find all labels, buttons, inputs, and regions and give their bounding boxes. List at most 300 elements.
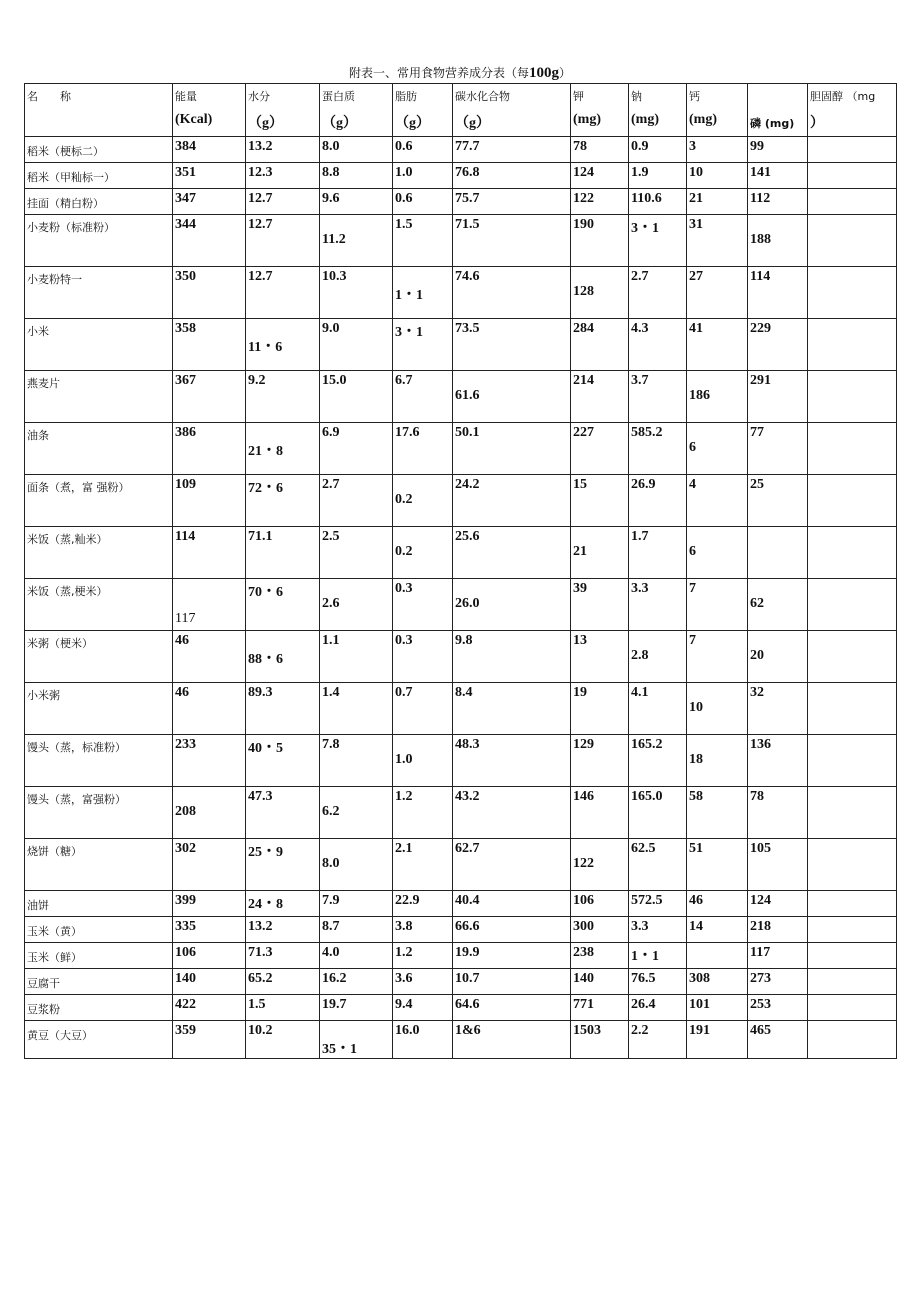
- value-cell: [246, 969, 320, 995]
- food-name: 面条（煮，富 强粉）: [27, 481, 130, 494]
- nutrient-value: 386: [175, 425, 196, 440]
- value-cell: [687, 189, 748, 215]
- column-header-8: [687, 84, 748, 137]
- nutrient-value: 110.6: [631, 191, 662, 206]
- nutrient-value: [810, 943, 894, 945]
- value-cell: [748, 969, 808, 995]
- value-cell: [246, 215, 320, 267]
- column-header-label: 脂肪: [395, 90, 417, 103]
- nutrient-value: 122: [573, 856, 594, 871]
- nutrient-value: 70・6: [248, 585, 283, 600]
- value-cell: [393, 319, 453, 371]
- table-row: [25, 631, 897, 683]
- value-cell: [320, 579, 393, 631]
- value-cell: [571, 995, 629, 1021]
- column-header-unit: （g）: [322, 116, 357, 131]
- value-cell: [571, 631, 629, 683]
- value-cell: [748, 735, 808, 787]
- value-cell: [246, 371, 320, 423]
- nutrient-value: 78: [750, 789, 764, 804]
- title-prefix: 附表一、常用食物营养成分表（每: [348, 66, 529, 80]
- nutrient-value: 186: [689, 388, 710, 403]
- value-cell: [246, 787, 320, 839]
- nutrient-value: 32: [750, 685, 764, 700]
- nutrient-value: 422: [175, 997, 196, 1012]
- column-header-unit: ）: [810, 116, 824, 131]
- nutrient-value: [810, 787, 894, 789]
- nutrient-value: [810, 969, 894, 971]
- value-cell: [571, 163, 629, 189]
- nutrient-value: 2.1: [395, 841, 413, 856]
- column-header-label: 胆固醇 （mg: [810, 90, 876, 103]
- nutrient-value: 10.3: [322, 269, 347, 284]
- value-cell: [173, 735, 246, 787]
- nutrient-value: 16.2: [322, 971, 347, 986]
- nutrient-value: 12.3: [248, 165, 273, 180]
- nutrient-value: 8.4: [455, 685, 473, 700]
- value-cell: [629, 371, 687, 423]
- value-cell: [687, 423, 748, 475]
- nutrient-value: 233: [175, 737, 196, 752]
- value-cell: [393, 787, 453, 839]
- nutrient-value: 3・1: [631, 221, 659, 236]
- nutrient-value: 0.7: [395, 685, 413, 700]
- nutrient-value: 1.4: [322, 685, 340, 700]
- table-row: [25, 891, 897, 917]
- nutrient-value: 64.6: [455, 997, 480, 1012]
- nutrient-value: 50.1: [455, 425, 480, 440]
- title-suffix: ）: [559, 66, 572, 80]
- nutrient-value: 2.6: [322, 596, 340, 611]
- nutrient-value: 350: [175, 269, 196, 284]
- nutrient-value: 2.5: [322, 529, 340, 544]
- value-cell: [571, 215, 629, 267]
- value-cell: [173, 995, 246, 1021]
- value-cell: [687, 527, 748, 579]
- food-name-cell: [25, 891, 173, 917]
- nutrient-value: [810, 215, 894, 217]
- value-cell: [246, 137, 320, 163]
- nutrient-value: 117: [175, 611, 196, 626]
- table-row: [25, 137, 897, 163]
- nutrient-value: 229: [750, 321, 771, 336]
- nutrient-value: 31: [689, 217, 703, 232]
- nutrient-value: 9.0: [322, 321, 340, 336]
- nutrient-value: 62.7: [455, 841, 480, 856]
- nutrient-value: 359: [175, 1023, 196, 1038]
- value-cell: [453, 1021, 571, 1059]
- nutrient-value: 24・8: [248, 897, 283, 912]
- value-cell: [748, 137, 808, 163]
- nutrient-value: 8.8: [322, 165, 340, 180]
- nutrient-value: 6.2: [322, 804, 340, 819]
- value-cell: [629, 943, 687, 969]
- nutrient-value: 3: [689, 139, 696, 154]
- nutrient-value: 273: [750, 971, 771, 986]
- food-name: 烧饼（糖）: [27, 845, 82, 858]
- value-cell: [571, 475, 629, 527]
- value-cell: [393, 1021, 453, 1059]
- food-name-cell: [25, 683, 173, 735]
- nutrient-value: 21: [689, 191, 703, 206]
- nutrient-value: 71.5: [455, 217, 480, 232]
- value-cell: [453, 319, 571, 371]
- nutrient-value: 78: [573, 139, 587, 154]
- food-name: 燕麦片: [27, 377, 60, 390]
- value-cell: [453, 631, 571, 683]
- value-cell: [571, 371, 629, 423]
- value-cell: [173, 189, 246, 215]
- value-cell: [748, 943, 808, 969]
- value-cell: [393, 475, 453, 527]
- nutrient-value: 253: [750, 997, 771, 1012]
- value-cell: [748, 319, 808, 371]
- table-row: [25, 943, 897, 969]
- nutrient-value: [810, 579, 894, 581]
- nutrient-value: 12.7: [248, 217, 273, 232]
- column-header-unit: (mg): [631, 112, 659, 127]
- nutrient-value: 124: [750, 893, 771, 908]
- nutrient-value: 27: [689, 269, 703, 284]
- nutrient-value: 1.1: [322, 633, 340, 648]
- nutrient-value: 1・1: [395, 288, 423, 303]
- food-name: 稻米（甲籼标一）: [27, 171, 115, 184]
- value-cell: [320, 787, 393, 839]
- value-cell: [629, 163, 687, 189]
- nutrient-value: 8.0: [322, 856, 340, 871]
- value-cell: [808, 917, 897, 943]
- nutrient-value: 1.0: [395, 752, 413, 767]
- nutrient-value: 51: [689, 841, 703, 856]
- column-header-unit: (Kcal): [175, 112, 213, 127]
- food-name-cell: [25, 1021, 173, 1059]
- nutrient-value: 11.2: [322, 232, 346, 247]
- value-cell: [173, 917, 246, 943]
- value-cell: [629, 1021, 687, 1059]
- value-cell: [808, 1021, 897, 1059]
- food-name: 小米: [27, 325, 49, 338]
- value-cell: [173, 787, 246, 839]
- value-cell: [393, 579, 453, 631]
- nutrient-value: 24.2: [455, 477, 480, 492]
- value-cell: [571, 683, 629, 735]
- value-cell: [808, 943, 897, 969]
- nutrient-value: 1.7: [631, 529, 649, 544]
- nutrient-value: 384: [175, 139, 196, 154]
- nutrient-value: 46: [175, 633, 189, 648]
- value-cell: [629, 683, 687, 735]
- column-header-10: [808, 84, 897, 137]
- value-cell: [687, 371, 748, 423]
- value-cell: [808, 631, 897, 683]
- nutrient-value: 101: [689, 997, 710, 1012]
- column-header-label: [750, 88, 805, 101]
- value-cell: [687, 969, 748, 995]
- value-cell: [748, 1021, 808, 1059]
- value-cell: [629, 137, 687, 163]
- nutrient-value: 0.6: [395, 191, 413, 206]
- nutrient-value: 0.2: [395, 492, 413, 507]
- value-cell: [246, 917, 320, 943]
- table-row: [25, 423, 897, 475]
- value-cell: [393, 423, 453, 475]
- value-cell: [629, 839, 687, 891]
- table-row: [25, 787, 897, 839]
- nutrient-value: 218: [750, 919, 771, 934]
- value-cell: [393, 527, 453, 579]
- value-cell: [748, 995, 808, 1021]
- value-cell: [748, 579, 808, 631]
- food-name-cell: [25, 839, 173, 891]
- table-row: [25, 579, 897, 631]
- value-cell: [246, 423, 320, 475]
- nutrient-value: 128: [573, 284, 594, 299]
- value-cell: [320, 319, 393, 371]
- nutrient-value: 190: [573, 217, 594, 232]
- column-header-2: [246, 84, 320, 137]
- nutrient-value: 300: [573, 919, 594, 934]
- nutrient-value: 40.4: [455, 893, 480, 908]
- value-cell: [687, 839, 748, 891]
- value-cell: [173, 137, 246, 163]
- nutrient-value: [810, 319, 894, 321]
- nutrient-value: 284: [573, 321, 594, 336]
- value-cell: [246, 579, 320, 631]
- value-cell: [246, 631, 320, 683]
- food-name-cell: [25, 475, 173, 527]
- nutrient-value: 140: [175, 971, 196, 986]
- table-title: [0, 64, 920, 82]
- nutrient-value: 9.6: [322, 191, 340, 206]
- value-cell: [320, 839, 393, 891]
- column-header-9: [748, 84, 808, 137]
- value-cell: [687, 631, 748, 683]
- nutrient-value: 21: [573, 544, 587, 559]
- value-cell: [173, 475, 246, 527]
- value-cell: [246, 1021, 320, 1059]
- nutrient-value: 76.8: [455, 165, 480, 180]
- nutrient-value: 14: [689, 919, 703, 934]
- nutrient-value: 75.7: [455, 191, 480, 206]
- nutrient-value: 399: [175, 893, 196, 908]
- nutrient-value: 105: [750, 841, 771, 856]
- nutrient-value: 22.9: [395, 893, 420, 908]
- nutrient-value: 1.0: [395, 165, 413, 180]
- nutrient-value: 208: [175, 804, 196, 819]
- nutrient-value: 15.0: [322, 373, 347, 388]
- nutrient-value: [810, 735, 894, 737]
- nutrient-value: 2.7: [322, 477, 340, 492]
- food-name-cell: [25, 163, 173, 189]
- value-cell: [320, 891, 393, 917]
- nutrient-value: 13: [573, 633, 587, 648]
- nutrient-value: 71.3: [248, 945, 273, 960]
- column-header-5: [453, 84, 571, 137]
- nutrient-value: [810, 371, 894, 373]
- value-cell: [393, 943, 453, 969]
- value-cell: [571, 787, 629, 839]
- nutrient-value: 4.0: [322, 945, 340, 960]
- table-row: [25, 475, 897, 527]
- value-cell: [173, 631, 246, 683]
- nutrient-value: 106: [573, 893, 594, 908]
- value-cell: [748, 267, 808, 319]
- nutrient-value: 140: [573, 971, 594, 986]
- value-cell: [687, 891, 748, 917]
- value-cell: [393, 735, 453, 787]
- value-cell: [629, 319, 687, 371]
- nutrient-value: 0.3: [395, 581, 413, 596]
- food-name: 油饼: [27, 899, 49, 912]
- header-row: [25, 84, 897, 137]
- value-cell: [571, 839, 629, 891]
- value-cell: [687, 163, 748, 189]
- nutrient-value: 99: [750, 139, 764, 154]
- value-cell: [393, 683, 453, 735]
- value-cell: [453, 137, 571, 163]
- value-cell: [320, 475, 393, 527]
- column-header-6: [571, 84, 629, 137]
- nutrient-value: 291: [750, 373, 771, 388]
- column-header-unit: 磷 (mg): [750, 117, 795, 130]
- nutrient-value: 48.3: [455, 737, 480, 752]
- nutrient-value: 76.5: [631, 971, 656, 986]
- value-cell: [629, 475, 687, 527]
- food-name-cell: [25, 631, 173, 683]
- food-name: 挂面（精白粉）: [27, 197, 104, 210]
- table-row: [25, 371, 897, 423]
- value-cell: [629, 423, 687, 475]
- value-cell: [748, 423, 808, 475]
- value-cell: [453, 423, 571, 475]
- value-cell: [808, 319, 897, 371]
- table-row: [25, 735, 897, 787]
- value-cell: [246, 189, 320, 215]
- nutrient-value: 19: [573, 685, 587, 700]
- value-cell: [453, 527, 571, 579]
- column-header-unit: （g）: [455, 116, 490, 131]
- nutrient-value: 9.8: [455, 633, 473, 648]
- nutrient-value: 16.0: [395, 1023, 420, 1038]
- table-row: [25, 1021, 897, 1059]
- nutrient-value: 73.5: [455, 321, 480, 336]
- nutrient-value: 344: [175, 217, 196, 232]
- table-row: [25, 319, 897, 371]
- nutrient-value: 3.7: [631, 373, 649, 388]
- nutrient-value: [810, 267, 894, 269]
- value-cell: [571, 735, 629, 787]
- nutrient-value: 10: [689, 700, 703, 715]
- value-cell: [246, 891, 320, 917]
- column-header-1: [173, 84, 246, 137]
- food-name: 稻米（梗标二）: [27, 145, 104, 158]
- food-name-cell: [25, 189, 173, 215]
- value-cell: [320, 943, 393, 969]
- nutrient-value: [810, 137, 894, 139]
- value-cell: [748, 917, 808, 943]
- value-cell: [571, 527, 629, 579]
- value-cell: [571, 917, 629, 943]
- nutrient-value: 214: [573, 373, 594, 388]
- nutrient-value: 112: [750, 191, 771, 206]
- nutrient-value: [810, 683, 894, 685]
- value-cell: [687, 683, 748, 735]
- value-cell: [393, 891, 453, 917]
- value-cell: [173, 319, 246, 371]
- nutrient-value: 18: [689, 752, 703, 767]
- food-name: 馒头（蒸，富强粉）: [27, 793, 126, 806]
- nutrient-value: 308: [689, 971, 710, 986]
- value-cell: [320, 1021, 393, 1059]
- nutrient-value: 89.3: [248, 685, 273, 700]
- value-cell: [320, 189, 393, 215]
- table-row: [25, 683, 897, 735]
- value-cell: [687, 215, 748, 267]
- column-header-unit: （g）: [248, 116, 283, 131]
- column-header-label: 名 称: [27, 90, 71, 103]
- value-cell: [808, 969, 897, 995]
- value-cell: [748, 527, 808, 579]
- nutrient-value: 1.2: [395, 945, 413, 960]
- nutrient-value: 1.9: [631, 165, 649, 180]
- value-cell: [808, 683, 897, 735]
- nutrient-value: 20: [750, 648, 764, 663]
- nutrient-value: 124: [573, 165, 594, 180]
- value-cell: [687, 137, 748, 163]
- food-name: 馒头（蒸，标准粉）: [27, 741, 126, 754]
- value-cell: [748, 787, 808, 839]
- value-cell: [808, 787, 897, 839]
- nutrient-value: 7: [689, 581, 696, 596]
- nutrient-value: 43.2: [455, 789, 480, 804]
- value-cell: [173, 683, 246, 735]
- food-name-cell: [25, 267, 173, 319]
- nutrient-value: 46: [689, 893, 703, 908]
- value-cell: [629, 267, 687, 319]
- value-cell: [320, 215, 393, 267]
- food-name-cell: [25, 735, 173, 787]
- value-cell: [571, 137, 629, 163]
- value-cell: [808, 267, 897, 319]
- value-cell: [748, 475, 808, 527]
- nutrient-value: 25・9: [248, 845, 283, 860]
- nutrient-value: 6.7: [395, 373, 413, 388]
- value-cell: [246, 995, 320, 1021]
- column-header-label: 水分: [248, 90, 270, 103]
- nutrient-value: 17.6: [395, 425, 420, 440]
- value-cell: [808, 371, 897, 423]
- nutrient-value: [810, 189, 894, 191]
- nutrient-value: 4.3: [631, 321, 649, 336]
- value-cell: [571, 943, 629, 969]
- food-name-cell: [25, 787, 173, 839]
- food-name-cell: [25, 319, 173, 371]
- value-cell: [246, 943, 320, 969]
- value-cell: [246, 163, 320, 189]
- value-cell: [320, 371, 393, 423]
- value-cell: [571, 969, 629, 995]
- value-cell: [320, 969, 393, 995]
- value-cell: [453, 969, 571, 995]
- value-cell: [453, 943, 571, 969]
- nutrient-value: 7.9: [322, 893, 340, 908]
- value-cell: [808, 215, 897, 267]
- nutrient-value: 8.0: [322, 139, 340, 154]
- table-row: [25, 917, 897, 943]
- value-cell: [629, 995, 687, 1021]
- food-name-cell: [25, 215, 173, 267]
- value-cell: [571, 423, 629, 475]
